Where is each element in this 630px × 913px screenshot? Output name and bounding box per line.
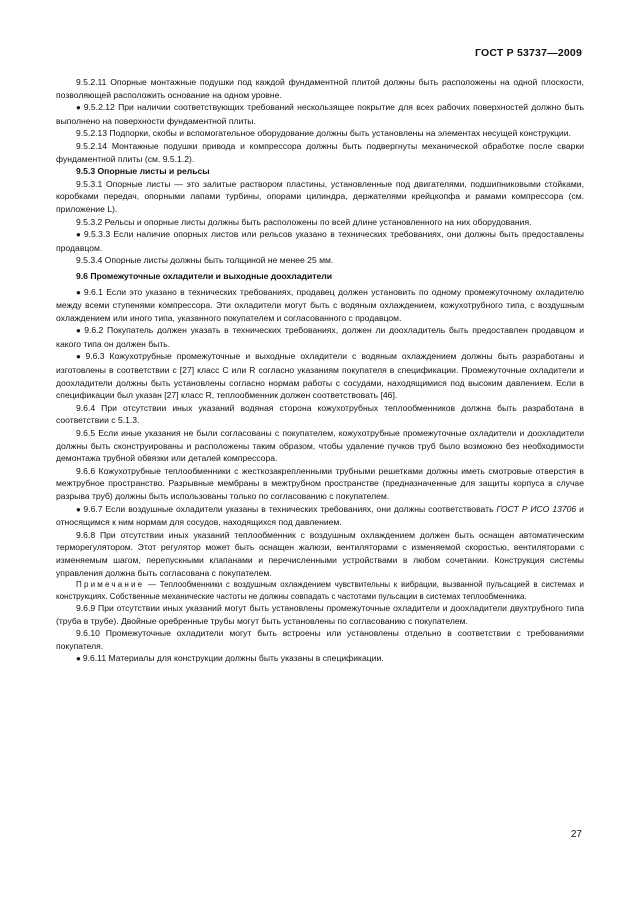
standard-reference: ГОСТ Р ИСО 13706	[496, 503, 577, 514]
paragraph-9-5-3-3: ● 9.5.3.3 Если наличие опорных листов или рельсов указано в технических требованиях, они должны быть предоставлены продавцом.	[56, 229, 584, 253]
bullet-icon: ●	[76, 654, 81, 664]
paragraph-9-6-10: 9.6.10 Промежуточные охладители могут быть встроены или установлены отдельно в соответствии с требованиями покупателя.	[56, 628, 584, 651]
paragraph-9-6-11: ● 9.6.11 Материалы для конструкции должны быть указаны в спецификации.	[76, 653, 384, 664]
paragraph-9-5-3-2: 9.5.3.2 Рельсы и опорные листы должны быть расположены по всей длине установленного на них оборудования.	[76, 216, 532, 227]
bullet-icon: ●	[76, 504, 82, 514]
note-text: — Теплообменники с воздушным охлаждением чувствительны к вибрации, вызванной пульсацией в системах и конструкциях. Собственные механические частоты не должны совпадать с частотами пульсации в системах теплообменника.	[56, 580, 584, 601]
bullet-icon: ●	[76, 230, 82, 240]
paragraph-9-6-9: 9.6.9 При отсутствии иных указаний могут быть установлены промежуточные охладители и доохладители двухтрубного типа (труба в трубе). Двойные оребренные трубы могут быть установлены по согласованию с покупателем.	[56, 602, 584, 626]
paragraph-9-6-5: 9.6.5 Если иные указания не были согласованы с покупателем, кожухотрубные промежуточные охладители и доохладители должны быть сконструированы и расположены таким образом, чтобы удаление пучков труб было возможно без необходимости демонтажа трубной обвязки или деталей компрессора.	[56, 428, 584, 464]
bullet-icon: ●	[76, 326, 83, 336]
bullet-icon: ●	[76, 103, 82, 113]
section-heading-9-6: 9.6 Промежуточные охладители и выходные доохладители	[76, 270, 332, 281]
paragraph-9-5-2-11: 9.5.2.11 Опорные монтажные подушки под каждой фундаментной плитой должны быть расположены на одной плоскости, позволяющей расположить основание на одном уровне.	[56, 77, 584, 100]
paragraph-9-6-6: 9.6.6 Кожухотрубные теплообменники с жесткозакрепленными трубными решетками должны иметь смотровые отверстия в межтрубное пространство. Разрывные мембраны в межтрубном пространстве (предназначенные для защиты корпуса в случае разрыва труб) должны быть использованы только по согласованию с покупателем.	[56, 465, 584, 501]
paragraph-9-6-4: 9.6.4 При отсутствии иных указаний водяная сторона кожухотрубных теплообменников должна быть разработана в соответствии с 5.1.3.	[56, 402, 584, 426]
paragraph-9-5-2-14: 9.5.2.14 Монтажные подушки привода и компрессора должны быть подвергнуты механической обработке после сварки фундаментной плиты (см. 9.5.1.2).	[56, 140, 584, 164]
bullet-icon: ●	[76, 287, 82, 297]
paragraph-9-6-7: ● 9.6.7 Если воздушные охладители указаны в технических требованиях, они должны соответствовать ГОСТ Р ИСО 13706 и относящимся к ним нормам для сосудов, находящихся под давлением.	[56, 503, 584, 528]
bullet-icon: ●	[76, 352, 84, 362]
paragraph-9-5-3-1: 9.5.3.1 Опорные листы — это залитые раствором пластины, установленные под двигателями, подшипниковыми стойками, коробками передач, опорными лапами турбины, опорами цилиндра, держателями крейцкопфа и рамами компрессора (см. приложение L).	[56, 178, 584, 214]
paragraph-9-5-2-12: ● 9.5.2.12 При наличии соответствующих требований нескользящее покрытие для всех рабочих поверхностей должно быть выполнено на поверхности фундаментной плиты.	[56, 102, 584, 126]
paragraph-9-6-1: ● 9.6.1 Если это указано в технических требованиях, продавец должен установить по одному промежуточному охладителю между всеми ступенями компрессора. Эти охладители могут быть с водяным охлаждением, кожухотрубного типа, с воздушным охлаждением или иного типа, указанного покупателем и согласованного с продавцом.	[56, 286, 584, 323]
note	[56, 579, 584, 602]
paragraph-9-6-2: ● 9.6.2 Покупатель должен указать в технических требованиях, должен ли доохладитель быть предоставлен продавцом и какого типа он должен быть.	[56, 325, 584, 349]
standard-header: ГОСТ Р 53737—2009	[474, 47, 582, 59]
paragraph-9-6-8: 9.6.8 При отсутствии иных указаний теплообменник с воздушным охлаждением должен быть оснащен автоматическим терморегулятором. Этот регулятор может быть оснащен жалюзи, вентиляторами с изменяемой скоростью, вентиляторами с изменяемым шагом, перепускными клапанами и перечисленными устройствами в любом сочетании. Конструкция системы управления должна быть согласована с покупателем.	[56, 529, 584, 578]
section-heading-9-5-3: 9.5.3 Опорные листы и рельсы	[76, 166, 210, 177]
document-body	[56, 76, 584, 666]
paragraph-9-6-3: ● 9.6.3 Кожухотрубные промежуточные и выходные охладители с водяным охлаждением должны быть разработаны и изготовлены в соответствии с [27] класс С или R согласно указаниям покупателя в спецификации. Промежуточные охладители и доохладители должны быть установлены согласно нормам работы с сосудами, находящимися под высоким давлением. Если в спецификации был указан [27] класс R, теплообменник должен соответствовать [46].	[56, 351, 584, 401]
note-label: Примечание	[76, 580, 145, 590]
paragraph-9-5-3-4: 9.5.3.4 Опорные листы должны быть толщиной не менее 25 мм.	[76, 255, 334, 266]
page-number: 27	[570, 829, 582, 840]
paragraph-9-5-2-13: 9.5.2.13 Подпорки, скобы и вспомогательное оборудование должны быть установлены на элементах несущей конструкции.	[76, 128, 571, 139]
